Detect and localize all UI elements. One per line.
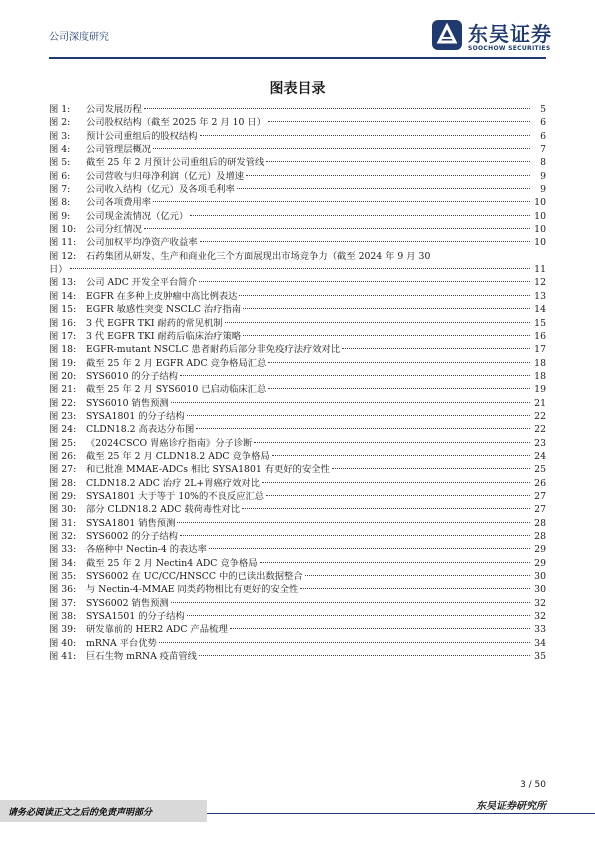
toc-entry[interactable] bbox=[49, 650, 546, 663]
toc-entry-title: SYS6002 的分子结构 bbox=[86, 531, 178, 542]
toc-entry-number: 图 31: bbox=[49, 517, 77, 529]
toc-entry-title: SYSA1801 的分子结构 bbox=[86, 410, 185, 422]
toc-entry[interactable] bbox=[49, 463, 546, 476]
toc-leader-dots bbox=[243, 335, 530, 336]
toc-entry[interactable] bbox=[49, 156, 546, 169]
toc-entry-page: 10 bbox=[534, 210, 546, 222]
toc-entry[interactable] bbox=[49, 543, 546, 556]
toc-entry-number: 图 40: bbox=[49, 637, 77, 649]
toc-leader-dots bbox=[268, 121, 530, 122]
toc-entry[interactable] bbox=[49, 210, 546, 223]
toc-entry[interactable] bbox=[49, 623, 546, 636]
toc-leader-dots bbox=[305, 575, 530, 576]
toc-entry-page: 14 bbox=[534, 304, 546, 316]
toc-entry-number: 图 39: bbox=[49, 624, 77, 636]
toc-entry-title: 截至 25 年 2 月 EGFR ADC 竞争格局汇总 bbox=[86, 357, 267, 369]
soochow-logo-icon bbox=[430, 18, 464, 52]
toc-entry-title: EGFR 敏感性突变 NSCLC 治疗指南 bbox=[86, 304, 242, 316]
toc-entry-number: 图 13: bbox=[49, 277, 77, 289]
toc-entry-number: 图 30: bbox=[49, 504, 77, 516]
toc-entry-page: 18 bbox=[534, 357, 546, 369]
toc-entry-page: 35 bbox=[534, 651, 546, 663]
toc-entry-title: 公司加权平均净资产收益率 bbox=[86, 237, 198, 249]
toc-entry[interactable] bbox=[49, 317, 546, 330]
toc-entry-title: 公司 ADC 开发全平台简介 bbox=[86, 277, 197, 289]
toc-leader-dots bbox=[254, 442, 530, 443]
toc-entry-number: 图 9: bbox=[49, 210, 71, 222]
brand-name-en: SOOCHOW SECURITIES bbox=[468, 45, 551, 52]
toc-leader-dots bbox=[268, 388, 530, 389]
toc-entry-title: EGFR-mutant NSCLC 患者耐药后部分非免疫疗法疗效对比 bbox=[86, 344, 341, 356]
toc-entry-number: 图 32: bbox=[49, 531, 77, 542]
toc-leader-dots bbox=[300, 588, 530, 589]
toc-entry[interactable] bbox=[49, 170, 546, 183]
toc-entry-number: 图 16: bbox=[49, 317, 77, 329]
toc-entry-title: SYS6010 销售预测 bbox=[86, 397, 169, 409]
toc-entry-title: 3 代 EGFR TKI 耐药后临床治疗策略 bbox=[86, 330, 242, 342]
toc-entry[interactable] bbox=[49, 610, 546, 623]
toc-entry[interactable] bbox=[49, 397, 546, 410]
toc-entry-number: 图 12: bbox=[49, 250, 77, 262]
toc-entry-title: 公司现金流情况（亿元） bbox=[86, 210, 189, 222]
toc-leader-dots bbox=[243, 308, 530, 309]
toc-entry[interactable] bbox=[49, 183, 546, 196]
toc-entry-page: 18 bbox=[534, 370, 546, 382]
toc-leader-dots bbox=[342, 348, 530, 349]
toc-leader-dots bbox=[268, 362, 530, 363]
toc-entry-number: 图 4: bbox=[49, 144, 71, 156]
toc-entry[interactable] bbox=[49, 383, 546, 396]
toc-entry-title: 和已批准 MMAE-ADCs 相比 SYSA1801 有更好的安全性 bbox=[86, 464, 330, 476]
toc-leader-dots bbox=[144, 108, 530, 109]
toc-leader-dots bbox=[225, 322, 530, 323]
toc-entry-page: 17 bbox=[534, 344, 546, 356]
toc-entry-title: 各癌种中 Nectin-4 的表达率 bbox=[86, 544, 207, 556]
toc-entry-number: 图 15: bbox=[49, 304, 77, 316]
toc-entry-page: 29 bbox=[534, 544, 546, 556]
header-divider bbox=[49, 57, 546, 59]
toc-list bbox=[49, 103, 546, 663]
toc-entry-number: 图 41: bbox=[49, 651, 77, 663]
brand-name-cn: 东吴证券 bbox=[468, 22, 552, 46]
toc-leader-dots bbox=[262, 482, 530, 483]
toc-entry-page: 27 bbox=[534, 490, 546, 502]
toc-entry-page: 9 bbox=[540, 184, 546, 196]
toc-leader-dots bbox=[190, 215, 530, 216]
toc-entry-number: 图 36: bbox=[49, 584, 77, 596]
toc-entry-page: 21 bbox=[534, 397, 546, 409]
toc-leader-dots bbox=[180, 535, 530, 536]
toc-entry[interactable] bbox=[49, 343, 546, 356]
footer-divider bbox=[207, 813, 595, 814]
toc-entry-number: 图 24: bbox=[49, 424, 77, 436]
toc-entry-title: mRNA 平台优势 bbox=[86, 637, 157, 649]
toc-entry-title: 公司发展历程 bbox=[86, 104, 142, 115]
toc-leader-dots bbox=[196, 428, 530, 429]
toc-entry[interactable] bbox=[49, 530, 546, 543]
toc-leader-dots bbox=[199, 655, 530, 656]
toc-entry-number: 图 22: bbox=[49, 397, 77, 409]
toc-leader-dots bbox=[187, 415, 530, 416]
toc-entry-title: 公司管理层概况 bbox=[86, 144, 152, 156]
toc-entry[interactable] bbox=[49, 597, 546, 610]
toc-entry-page: 6 bbox=[540, 117, 546, 129]
toc-entry[interactable] bbox=[49, 130, 546, 143]
toc-entry[interactable] bbox=[49, 236, 546, 249]
toc-entry-title-continued: 日） bbox=[49, 264, 68, 276]
toc-leader-dots bbox=[200, 241, 530, 242]
toc-entry-page: 5 bbox=[540, 104, 546, 115]
toc-entry-number: 图 33: bbox=[49, 544, 77, 556]
toc-entry[interactable] bbox=[49, 450, 546, 463]
page-number: 3 / 50 bbox=[520, 780, 546, 790]
toc-entry-number: 图 19: bbox=[49, 357, 77, 369]
toc-entry-title: SYSA1801 大于等于 10%的不良反应汇总 bbox=[86, 490, 265, 502]
toc-entry-number: 图 10: bbox=[49, 224, 77, 236]
toc-entry-page: 34 bbox=[534, 637, 546, 649]
toc-leader-dots bbox=[70, 268, 530, 269]
toc-entry-page: 29 bbox=[534, 557, 546, 569]
toc-entry-title: 研发靠前的 HER2 ADC 产品梳理 bbox=[86, 624, 228, 636]
toc-leader-dots bbox=[272, 455, 530, 456]
toc-entry[interactable] bbox=[49, 370, 546, 383]
toc-entry-number: 图 28: bbox=[49, 477, 77, 489]
toc-entry-page: 15 bbox=[534, 317, 546, 329]
toc-entry[interactable] bbox=[49, 250, 546, 263]
toc-leader-dots bbox=[242, 508, 530, 509]
toc-entry-page: 6 bbox=[540, 130, 546, 142]
toc-entry-page: 11 bbox=[534, 264, 546, 276]
toc-entry-page: 33 bbox=[534, 624, 546, 636]
toc-entry[interactable] bbox=[49, 557, 546, 570]
toc-entry-page: 28 bbox=[534, 531, 546, 542]
toc-entry-number: 图 7: bbox=[49, 184, 71, 196]
toc-entry[interactable] bbox=[49, 196, 546, 209]
toc-entry-page: 22 bbox=[534, 410, 546, 422]
toc-entry-page: 16 bbox=[534, 330, 546, 342]
toc-entry-title: 巨石生物 mRNA 疫苗管线 bbox=[86, 651, 197, 663]
toc-entry-title: 公司股权结构（截至 2025 年 2 月 10 日） bbox=[86, 117, 266, 129]
toc-entry[interactable] bbox=[49, 503, 546, 516]
toc-entry-title: 公司收入结构（亿元）及各项毛利率 bbox=[86, 184, 235, 196]
toc-entry[interactable] bbox=[49, 583, 546, 596]
toc-leader-dots bbox=[266, 495, 530, 496]
toc-entry-title: 公司各项费用率 bbox=[86, 197, 152, 209]
toc-entry-page: 25 bbox=[534, 464, 546, 476]
toc-leader-dots bbox=[153, 201, 530, 202]
toc-entry-number: 图 11: bbox=[49, 237, 77, 249]
toc-leader-dots bbox=[199, 281, 530, 282]
toc-entry-page: 32 bbox=[534, 611, 546, 623]
toc-entry-title: 3 代 EGFR TKI 耐药的常见机制 bbox=[86, 317, 223, 329]
toc-entry-title: SYS6002 在 UC/CC/HNSCC 中的已读出数据整合 bbox=[86, 571, 303, 583]
toc-leader-dots bbox=[187, 615, 530, 616]
toc-entry-title: SYSA1501 的分子结构 bbox=[86, 611, 185, 623]
toc-entry-page: 12 bbox=[534, 277, 546, 289]
toc-entry-page: 9 bbox=[540, 170, 546, 182]
toc-entry-page: 13 bbox=[534, 290, 546, 302]
toc-entry-number: 图 6: bbox=[49, 170, 71, 182]
footer-firm-name: 东吴证券研究所 bbox=[476, 801, 546, 812]
toc-entry-number: 图 26: bbox=[49, 450, 77, 462]
toc-entry-number: 图 34: bbox=[49, 557, 77, 569]
toc-entry[interactable] bbox=[49, 437, 546, 450]
toc-leader-dots bbox=[171, 402, 530, 403]
toc-entry-number: 图 35: bbox=[49, 571, 77, 583]
toc-leader-dots bbox=[159, 642, 530, 643]
toc-entry[interactable] bbox=[49, 410, 546, 423]
toc-entry-continuation[interactable] bbox=[49, 263, 546, 276]
toc-entry-page: 8 bbox=[540, 157, 546, 169]
brand-logo bbox=[430, 16, 560, 56]
toc-leader-dots bbox=[266, 161, 530, 162]
toc-leader-dots bbox=[246, 175, 530, 176]
toc-entry-number: 图 17: bbox=[49, 330, 77, 342]
toc-entry-title: 公司分红情况 bbox=[86, 224, 142, 236]
toc-entry-title: SYS6002 销售预测 bbox=[86, 597, 169, 609]
toc-leader-dots bbox=[332, 468, 530, 469]
toc-leader-dots bbox=[177, 522, 530, 523]
toc-entry-number: 图 2: bbox=[49, 117, 71, 129]
toc-leader-dots bbox=[171, 602, 530, 603]
toc-entry[interactable] bbox=[49, 223, 546, 236]
toc-entry-page: 32 bbox=[534, 597, 546, 609]
toc-entry-number: 图 27: bbox=[49, 464, 77, 476]
toc-entry-number: 图 1: bbox=[49, 104, 71, 115]
toc-entry-number: 图 38: bbox=[49, 611, 77, 623]
toc-leader-dots bbox=[230, 628, 530, 629]
toc-entry[interactable] bbox=[49, 490, 546, 503]
toc-entry[interactable] bbox=[49, 103, 546, 116]
toc-entry[interactable] bbox=[49, 357, 546, 370]
toc-entry-number: 图 3: bbox=[49, 130, 71, 142]
toc-entry-page: 28 bbox=[534, 517, 546, 529]
toc-entry-title: SYSA1801 销售预测 bbox=[86, 517, 176, 529]
toc-entry-page: 30 bbox=[534, 571, 546, 583]
toc-leader-dots bbox=[153, 148, 530, 149]
toc-entry-number: 图 8: bbox=[49, 197, 71, 209]
toc-entry[interactable] bbox=[49, 303, 546, 316]
toc-entry[interactable] bbox=[49, 330, 546, 343]
toc-entry-title: SYS6010 的分子结构 bbox=[86, 370, 178, 382]
toc-entry-page: 10 bbox=[534, 224, 546, 236]
toc-entry-page: 23 bbox=[534, 437, 546, 449]
toc-entry[interactable] bbox=[49, 290, 546, 303]
toc-entry-number: 图 21: bbox=[49, 384, 77, 396]
toc-entry-page: 27 bbox=[534, 504, 546, 516]
toc-entry[interactable] bbox=[49, 116, 546, 129]
toc-entry-page: 19 bbox=[534, 384, 546, 396]
toc-entry-page: 10 bbox=[534, 197, 546, 209]
toc-entry-title: 截至 25 年 2 月 SYS6010 已启动临床汇总 bbox=[86, 384, 267, 396]
toc-entry-page: 7 bbox=[540, 144, 546, 156]
toc-entry-page: 30 bbox=[534, 584, 546, 596]
toc-entry-title: 《2024CSCO 胃癌诊疗指南》分子诊断 bbox=[86, 437, 253, 449]
toc-entry-page: 26 bbox=[534, 477, 546, 489]
footer-disclaimer: 请务必阅读正文之后的免责声明部分 bbox=[8, 808, 153, 818]
toc-entry-title: 截至 25 年 2 月 Nectin4 ADC 竞争格局 bbox=[86, 557, 258, 569]
toc-entry-number: 图 5: bbox=[49, 157, 71, 169]
toc-entry-number: 图 14: bbox=[49, 290, 77, 302]
toc-leader-dots bbox=[209, 548, 530, 549]
toc-entry-title: 与 Nectin-4-MMAE 同类药物相比有更好的安全性 bbox=[86, 584, 299, 596]
toc-entry-title: 截至 25 年 2 月 CLDN18.2 ADC 竞争格局 bbox=[86, 450, 270, 462]
toc-entry[interactable] bbox=[49, 423, 546, 436]
toc-entry-number: 图 37: bbox=[49, 597, 77, 609]
toc-entry[interactable] bbox=[49, 477, 546, 490]
report-type-label: 公司深度研究 bbox=[49, 32, 109, 43]
toc-entry-number: 图 25: bbox=[49, 437, 77, 449]
toc-entry-title: 部分 CLDN18.2 ADC 载荷毒性对比 bbox=[86, 504, 241, 516]
toc-entry-title: CLDN18.2 高表达分布图 bbox=[86, 424, 195, 436]
toc-entry-number: 图 18: bbox=[49, 344, 77, 356]
toc-leader-dots bbox=[260, 562, 530, 563]
toc-entry-page: 22 bbox=[534, 424, 546, 436]
toc-entry-number: 图 23: bbox=[49, 410, 77, 422]
toc-entry[interactable] bbox=[49, 570, 546, 583]
toc-title: 图表目录 bbox=[269, 81, 326, 97]
toc-entry-number: 图 29: bbox=[49, 490, 77, 502]
toc-entry-title: 截至 25 年 2 月预计公司重组后的研发管线 bbox=[86, 157, 265, 169]
toc-entry[interactable] bbox=[49, 637, 546, 650]
toc-leader-dots bbox=[239, 295, 530, 296]
toc-leader-dots bbox=[200, 135, 530, 136]
toc-entry[interactable] bbox=[49, 517, 546, 530]
toc-entry-title: 石药集团从研发、生产和商业化三个方面展现出市场竞争力（截至 2024 年 9 月 30 bbox=[86, 250, 431, 262]
toc-entry-title: EGFR 在多种上皮肿瘤中高比例表达 bbox=[86, 290, 238, 302]
toc-leader-dots bbox=[180, 375, 530, 376]
toc-entry[interactable] bbox=[49, 276, 546, 289]
toc-entry-title: 预计公司重组后的股权结构 bbox=[86, 130, 198, 142]
toc-entry[interactable] bbox=[49, 143, 546, 156]
toc-entry-page: 24 bbox=[534, 450, 546, 462]
toc-entry-number: 图 20: bbox=[49, 370, 77, 382]
toc-entry-page: 10 bbox=[534, 237, 546, 249]
toc-entry-title: CLDN18.2 ADC 治疗 2L+胃癌疗效对比 bbox=[86, 477, 260, 489]
toc-entry-title: 公司营收与归母净利润（亿元）及增速 bbox=[86, 170, 245, 182]
toc-leader-dots bbox=[144, 228, 530, 229]
toc-leader-dots bbox=[237, 188, 530, 189]
